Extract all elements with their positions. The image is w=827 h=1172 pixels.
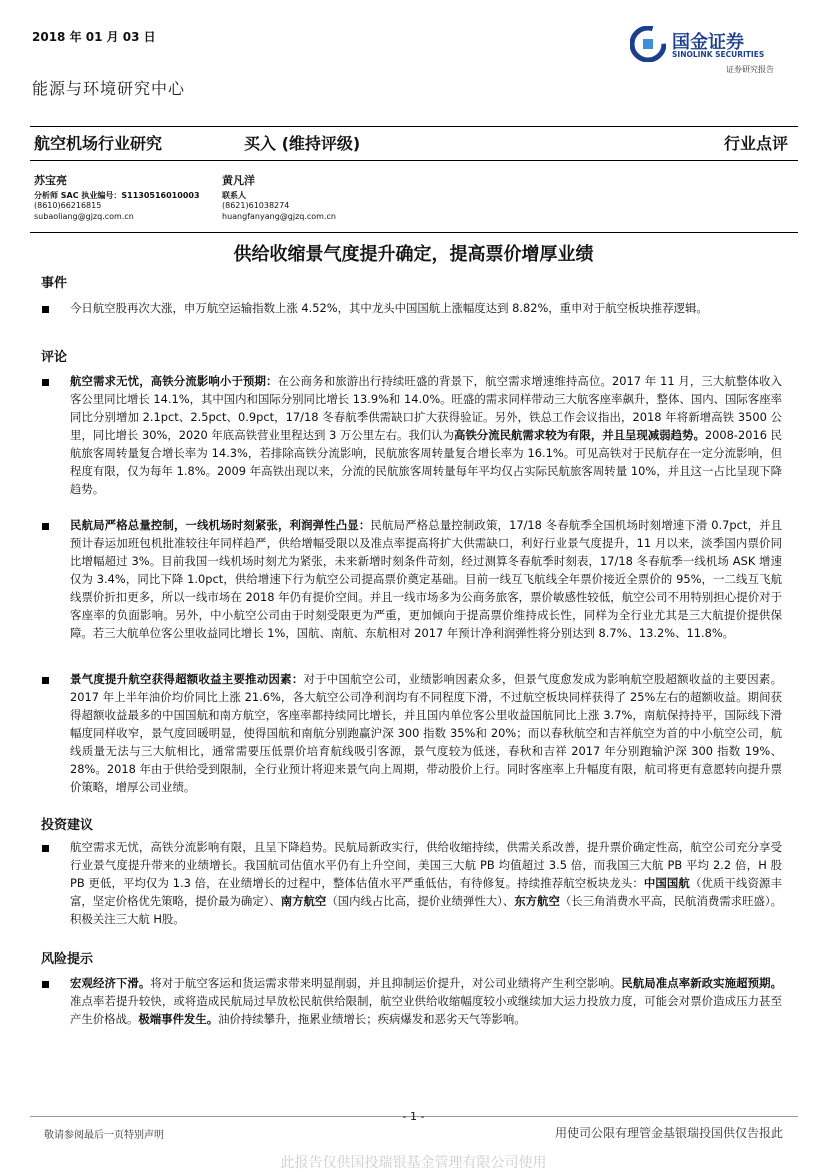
- footer-usage-note: 用使司公限有理管金基银瑞投国供仅告报此: [554, 1126, 783, 1140]
- analyst-phone: (8610)66216815: [34, 201, 102, 210]
- report-headline: 供给收缩景气度提升确定，提高票价增厚业绩: [233, 244, 594, 265]
- section-risk: 风险提示: [41, 952, 94, 967]
- logo-chinese-name: 国金证券: [672, 32, 744, 53]
- title-band: [30, 127, 798, 157]
- page-number: - 1 -: [402, 1110, 425, 1123]
- advice-stock-1: 中国国航: [643, 876, 690, 890]
- contact-name: 黄凡洋: [222, 174, 255, 187]
- bullet-icon: [42, 523, 49, 530]
- analyst-name: 苏宝亮: [34, 174, 67, 187]
- section-event: 事件: [41, 276, 68, 291]
- industry-title: 航空机场行业研究: [34, 134, 163, 153]
- comment-lead-3: 景气度提升航空获得超额收益主要推动因素：: [70, 672, 304, 686]
- report-category: 行业点评: [723, 134, 788, 153]
- risk-lead-3: 极端事件发生。: [138, 1012, 219, 1026]
- bullet-icon: [42, 677, 49, 684]
- comment-text-1a: 在公商务和旅游出行持续旺盛的背景下，航空需求增速维持高位。2017 年 11 月，三大航整体收入客公里同比增长 14.1%，其中国内和国际分别同比增长 13.9%和 14.0%。旺盛的需求同样带动三大航客座率飙升，整体、国内、国际客座率同比分别增加 2.1pct、2.5pct、0.9pct，17/18 冬春航季供需缺口扩大获得验证。另外，铁总工作会议指出，2018 年将新增高铁 3500 公里，同比增长 30%，2020 年底高铁营业里程达到 3 万公里左右。我们认为: [70, 374, 782, 442]
- analyst-email: subaoliang@gjzq.com.cn: [34, 211, 134, 221]
- advice-paragraph: [70, 838, 782, 928]
- contact-email: huangfanyang@gjzq.com.cn: [222, 211, 336, 221]
- report-date: 2018 年 01 月 03 日: [32, 30, 156, 44]
- event-paragraph: 今日航空股再次大涨，申万航空运输指数上涨 4.52%，其中龙头中国国航上涨幅度达到 8.82%，重申对于航空板块推荐逻辑。: [70, 301, 708, 315]
- risk-text-3: 油价持续攀升，拖累业绩增长；疾病爆发和恶劣天气等影响。: [218, 1012, 526, 1026]
- section-advice: 投资建议: [41, 818, 94, 833]
- company-logo: [630, 26, 800, 74]
- comment-text-2: 民航局严格总量控制政策，17/18 冬春航季全国机场时刻增速下滑 0.7pct，并且预计春运加班包机批准较往年同样趋严，供给增幅受限以及准点率提高将扩大供需缺口，利好行业景气度提升，11 月以来，淡季国内票价同比增幅超过 3%。目前我国一线机场时刻尤为紧张，未来新增时刻条件苛刻，经过测算冬春航季时刻表，17/18 冬春航季一线机场 ASK 增速仅为 3.4%，同比下降 1.0pct，供给增速下行为航空公司提高票价奠定基础。目前一线互飞航线全年票价接近全票价的 95%，一二线互飞航线票价折扣更多，所以一线市场在 2018 年仍有提价空间。并且一线市场多为公商务旅客，票价敏感性较低，航空公司不用特别担心提价对于客座率的负面影响。另外，中小航空公司由于时刻受限更为严重，更加倾向于提高票价维持成长性，同样为全行业尤其是三大航提价提供保障。若三大航单位客公里收益同比增长 1%，国航、南航、东航相对 2017 年预计净利润弹性将分别达到 8.7%、13.2%、11.8%。: [70, 518, 782, 640]
- comment-lead-2: 民航局严格总量控制，一线机场时刻紧张，利润弹性凸显：: [70, 518, 371, 532]
- comment-lead-1: 航空需求无忧，高铁分流影响小于预期：: [70, 374, 278, 388]
- advice-stock-2: 南方航空: [280, 894, 327, 908]
- risk-text-1: 将对于航空客运和货运需求带来明显削弱，并且抑制运价提升，对公司业绩将产生利空影响。: [150, 976, 622, 990]
- analyst-block: [34, 176, 200, 222]
- bullet-icon: [42, 306, 49, 313]
- comment-bold-1: 高铁分流民航需求较为有限，并且呈现减弱趋势。: [453, 428, 705, 442]
- comment-text-3: 对于中国航空公司，业绩影响因素众多，但景气度愈发成为影响航空股超额收益的主要因素。2017 年上半年油价均价同比上涨 21.6%，各大航空公司净利润均有不同程度下滑，不过航空板块同样获得了 25%左右的超额收益。期间获得超额收益最多的中国国航和南方航空，客座率都持续同比增长，并且国内单位客公里收益国航同比上涨 3.7%，南航保持持平，国际线下滑幅度同样收窄，景气度回暖明显，使得国航和南航分别跑赢沪深 300 指数 35%和 20%；而以春秋航空和吉祥航空为首的中小航空公司，航线质量无法与三大航相比，通常需要压低票价培育航线吸引客源，景气度较为低迷，春秋和吉祥 2017 年分别跑输沪深 300 指数 19%、28%。2018 年由于供给受到限制，全行业预计将迎来景气向上周期，带动股价上行。同时客座率上升幅度有限，航司将更有意愿转向提升票价策略，增厚公司业绩。: [70, 672, 782, 794]
- research-center: 能源与环境研究中心: [32, 79, 186, 98]
- comment-text-1b: 2008-2016 民航旅客周转量复合增长率为 14.3%，若排除高铁分流影响，民航旅客周转量复合增长率为 16.1%。可见高铁对于民航存在一定分流影响，但程度有限，仅为每年 1.8%。2009 年高铁出现以来，分流的民航旅客周转量每年平均仅占实际民航旅客周转量 10%，并且这一占比呈现下降趋势。: [70, 428, 782, 496]
- risk-lead-1: 宏观经济下滑。: [70, 976, 151, 990]
- contact-role: 联系人: [222, 190, 246, 200]
- logo-english-name: SINOLINK SECURITIES: [672, 50, 765, 59]
- advice-text-3: （国内线占比高，提价业绩弹性大）、: [326, 894, 515, 908]
- risk-lead-2: 民航局准点率新政实施超预期。: [621, 976, 782, 990]
- band-divider: [30, 160, 798, 161]
- watermark: 此报告仅供国投瑞银基金管理有限公司使用: [280, 1155, 547, 1171]
- advice-text-4: （长三角消费水平高，民航消费需求旺盛）。积极关注三大航 H股。: [70, 894, 782, 926]
- footer-disclaimer: 敬请参阅最后一页特别声明: [44, 1130, 164, 1141]
- analyst-cert: 分析师 SAC 执业编号：S1130516010003: [34, 190, 200, 200]
- headline-divider: [30, 232, 798, 233]
- advice-text-2: （优质干线资源丰富，坚定价格优先策略，提价最为确定）、: [70, 876, 782, 908]
- contact-block: [222, 176, 336, 222]
- comment-paragraph-1: [70, 372, 782, 498]
- contact-phone: (8621)61038274: [222, 201, 290, 210]
- advice-text-1: 航空需求无忧，高铁分流影响有限，且呈下降趋势。民航局新政实行，供给收缩持续，供需关系改善，提升票价确定性高，航空公司充分享受行业景气度提升带来的业绩增长。我国航司估值水平仍有上升空间，美国三大航 PB 均值超过 3.5 倍，而我国三大航 PB 平均 2.2 倍，H 股 PB 更低，平均仅为 1.3 倍，在业绩增长的过程中，整体估值水平严重低估，有待修复。持续推荐航空板块龙头：: [70, 840, 782, 890]
- bullet-icon: [42, 845, 49, 852]
- bullet-icon: [42, 981, 49, 988]
- rating-label: 买入 (维持评级): [244, 134, 361, 153]
- advice-stock-3: 东方航空: [514, 894, 560, 908]
- risk-paragraph: [70, 974, 782, 1028]
- comment-paragraph-2: [70, 516, 782, 642]
- section-comment: 评论: [41, 350, 68, 365]
- report-type-label: 证券研究报告: [726, 65, 774, 74]
- risk-text-2: 准点率若提升较快，或将造成民航局过早放松民航供给限制，航空业供给收缩幅度较小或继续加大运力投放力度，可能会对票价造成压力甚至产生价格战。: [70, 994, 782, 1026]
- comment-paragraph-3: [70, 670, 782, 796]
- sinolink-logo-icon: [630, 26, 666, 62]
- bullet-icon: [42, 379, 49, 386]
